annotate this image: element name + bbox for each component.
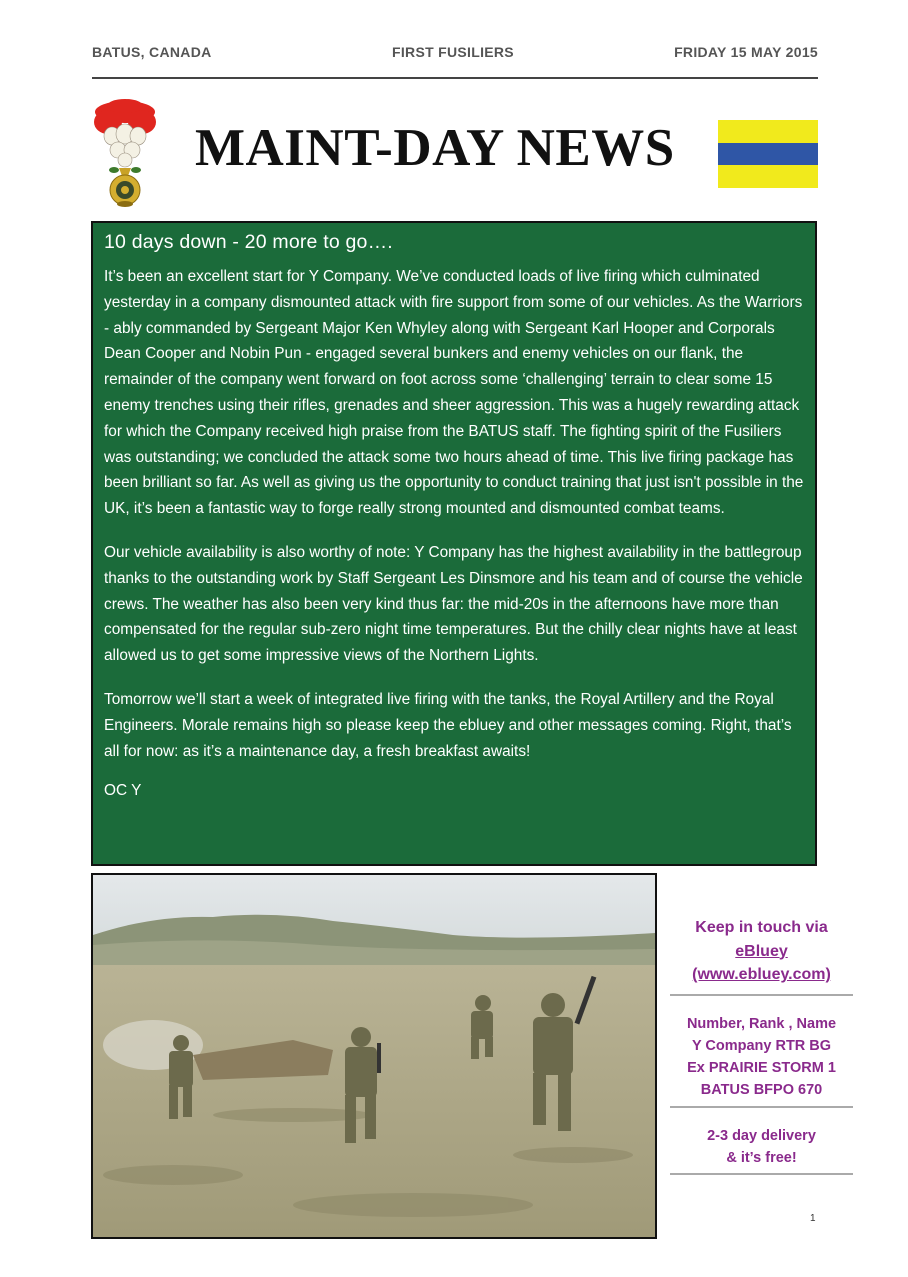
address-box <box>670 1013 853 1101</box>
header-unit: FIRST FUSILIERS <box>392 44 514 60</box>
sidebar-divider-1 <box>670 994 853 996</box>
sidebar-divider-2 <box>670 1106 853 1108</box>
header-date: FRIDAY 15 MAY 2015 <box>674 44 818 60</box>
delivery-line-1: 2-3 day delivery <box>707 1128 816 1144</box>
story-headline: 10 days down - 20 more to go…. <box>104 231 393 253</box>
soldiers-advancing-photo <box>91 873 657 1239</box>
flag-stripe-bottom <box>718 165 818 188</box>
contact-intro: Keep in touch via <box>695 919 828 936</box>
masthead-title: MAINT-DAY NEWS <box>195 119 675 177</box>
ebluey-url-link[interactable]: (www.ebluey.com) <box>692 966 831 983</box>
address-line-1: Number, Rank , Name <box>686 1016 837 1032</box>
story-paragraph-1: It’s been an excellent start for Y Company. We’ve conducted loads of live firing which culminated yesterday in a company dismounted attack with fire support from some of our vehicles. As the Warriors - ably commanded by Sergeant Major Ken Whyley along with Sergeant Karl Hooper and Corporals Dean Cooper and Nobin Pun - engaged several bunkers and enemy vehicles on our flank, the remainder of the company went forward on foot across some ‘challenging’ terrain to clear some 15 enemy trenches using their rifles, grenades and sheer aggression. This was a hugely rewarding attack for which the Company received high praise from the BATUS staff. The fighting spirit of the Fusiliers was outstanding; we concluded the attack some two hours ahead of time. This live firing package has been brilliant so far. As well as giving us the opportunity to conduct training that just isn't possible in the UK, it’s been a fantastic way to forge really strong mounted and dismounted combat teams. <box>104 268 804 518</box>
header-divider <box>92 77 818 79</box>
address-line-3: Ex PRAIRIE STORM 1 <box>687 1060 836 1076</box>
story-paragraph-3: Tomorrow we’ll start a week of integrated live firing with the tanks, the Royal Artillery and the Royal Engineers. Morale remains high so please keep the ebluey and other messages coming. Right, that’s all for now: as it’s a maintenance day, a fresh breakfast awaits! <box>104 690 792 760</box>
header-location: BATUS, CANADA <box>92 44 212 60</box>
flag-stripe-middle <box>718 143 818 165</box>
delivery-box <box>670 1125 853 1169</box>
fusilier-crest-icon <box>88 98 162 210</box>
sidebar-divider-3 <box>670 1173 853 1175</box>
address-line-2: Y Company RTR BG <box>691 1038 832 1054</box>
unit-flag <box>718 120 818 188</box>
ebluey-link[interactable]: eBluey <box>735 942 788 960</box>
flag-stripe-top <box>718 120 818 143</box>
page-number: 1 <box>810 1213 816 1224</box>
story-paragraph-2: Our vehicle availability is also worthy of note: Y Company has the highest availability in the battlegroup thanks to the outstanding work by Staff Sergeant Les Dinsmore and his team and of course the vehicle crews. The weather has also been very kind thus far: the mid-20s in the afternoons have more than compensated for the regular sub-zero night time temperatures. But the chilly clear nights have at least allowed us to get some impressive views of the Northern Lights. <box>104 543 803 665</box>
story-signature: OC Y <box>104 782 142 800</box>
contact-box <box>670 916 853 987</box>
delivery-line-2: & it’s free! <box>726 1150 797 1166</box>
address-line-4: BATUS BFPO 670 <box>700 1082 823 1098</box>
lead-story <box>91 221 817 866</box>
